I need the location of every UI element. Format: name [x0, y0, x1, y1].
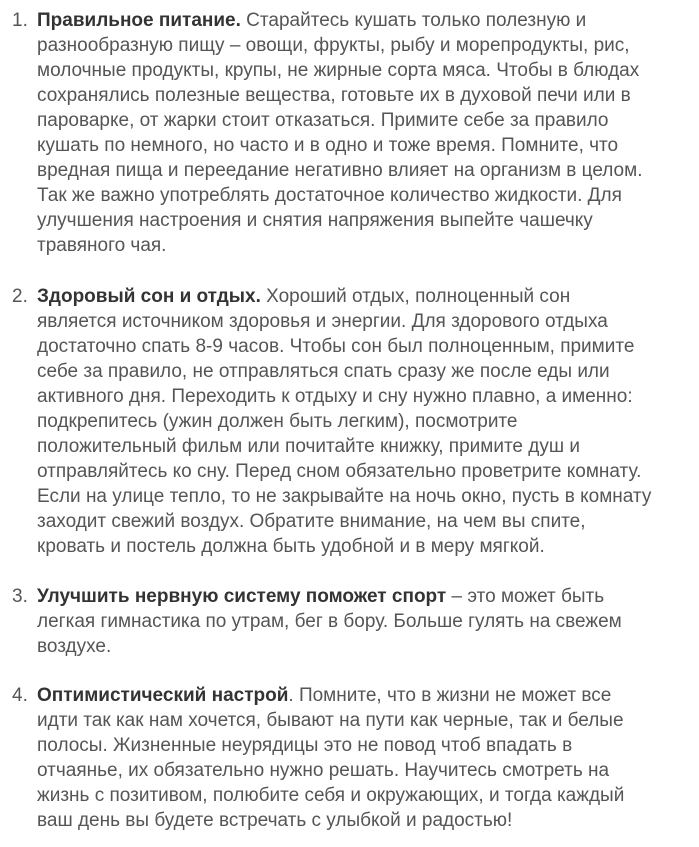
text-line — [37, 683, 689, 708]
text-line: достаточно спать 8-9 часов. Чтобы сон был полноценным, примите — [37, 336, 635, 357]
text-line: себе за правило, не отправляться спать сразу же после еды или — [37, 361, 610, 382]
list-item-number: 4. — [12, 685, 28, 706]
list-item-heading: Оптимистический настрой — [37, 685, 289, 706]
text-fragment: Старайтесь кушать только полезную и — [240, 10, 587, 31]
list-item-text — [37, 8, 689, 258]
text-line: разнообразную пищу – овощи, фрукты, рыбу и морепродукты, рис, — [37, 35, 630, 56]
list-item-number: 1. — [12, 10, 28, 31]
text-line: положительный фильм или почитайте книжку, примите душ и — [37, 436, 580, 457]
text-fragment: – это может быть — [446, 586, 605, 607]
text-line: Если на улице тепло, то не закрывайте на ночь окно, пусть в комнату — [37, 486, 652, 507]
list-item-number: 2. — [12, 286, 28, 307]
text-line: является источником здоровья и энергии. Для здорового отдыха — [37, 311, 608, 332]
text-line: легкая гимнастика по утрам, бег в бору. Больше гулять на свежем — [37, 611, 622, 632]
text-line: активного дня. Переходить к отдыху и сну нужно плавно, а именно: — [37, 386, 633, 407]
text-line: подкрепитесь (ужин должен быть легким), посмотрите — [37, 411, 518, 432]
list-item-text — [37, 683, 689, 833]
text-line: травяного чая. — [37, 235, 167, 256]
list-item-text — [37, 284, 689, 559]
text-line: сохранялись полезные вещества, готовьте их в духовой печи или в — [37, 85, 631, 106]
text-line — [37, 284, 689, 309]
text-line — [37, 8, 689, 33]
text-line: жизнь с позитивом, полюбите себя и окружающих, и тогда каждый — [37, 785, 625, 806]
list-item-heading: Здоровый сон и отдых. — [37, 286, 261, 307]
text-line: пароварке, от жарки стоит отказаться. Примите себе за правило — [37, 110, 609, 131]
text-line: отправляйтесь ко сну. Перед сном обязательно проветрите комнату. — [37, 461, 642, 482]
text-line: воздухе. — [37, 636, 112, 657]
text-line: ваш день вы будете встречать с улыбкой и радостью! — [37, 810, 513, 831]
text-line: кушать по немного, но часто и в одно и тоже время. Помните, что — [37, 135, 619, 156]
text-fragment: . Помните, что в жизни не может все — [288, 685, 612, 706]
list-item-heading: Правильное питание. — [37, 10, 241, 31]
text-line: отчаянье, их обязательно нужно решать. Научитесь смотреть на — [37, 760, 610, 781]
list-item-number: 3. — [12, 586, 28, 607]
text-line — [37, 584, 689, 609]
text-line: идти так как нам хочется, бывают на пути как черные, так и белые — [37, 710, 624, 731]
text-line: Так же важно употреблять достаточное количество жидкости. Для — [37, 185, 622, 206]
list-item-heading: Улучшить нервную систему поможет спорт — [37, 586, 447, 607]
text-fragment: Хороший отдых, полноценный сон — [260, 286, 571, 307]
text-line: заходит свежий воздух. Обратите внимание, на чем вы спите, — [37, 511, 586, 532]
list-item-text — [37, 584, 689, 659]
text-line: вредная пища и переедание негативно влияет на организм в целом. — [37, 160, 643, 181]
text-line: кровать и постель должна быть удобной и в меру мягкой. — [37, 536, 545, 557]
text-line: улучшения настроения и снятия напряжения выпейте чашечку — [37, 210, 593, 231]
text-line: полосы. Жизненные неурядицы это не повод чтоб впадать в — [37, 735, 573, 756]
text-line: молочные продукты, крупы, не жирные сорта мяса. Чтобы в блюдах — [37, 60, 640, 81]
